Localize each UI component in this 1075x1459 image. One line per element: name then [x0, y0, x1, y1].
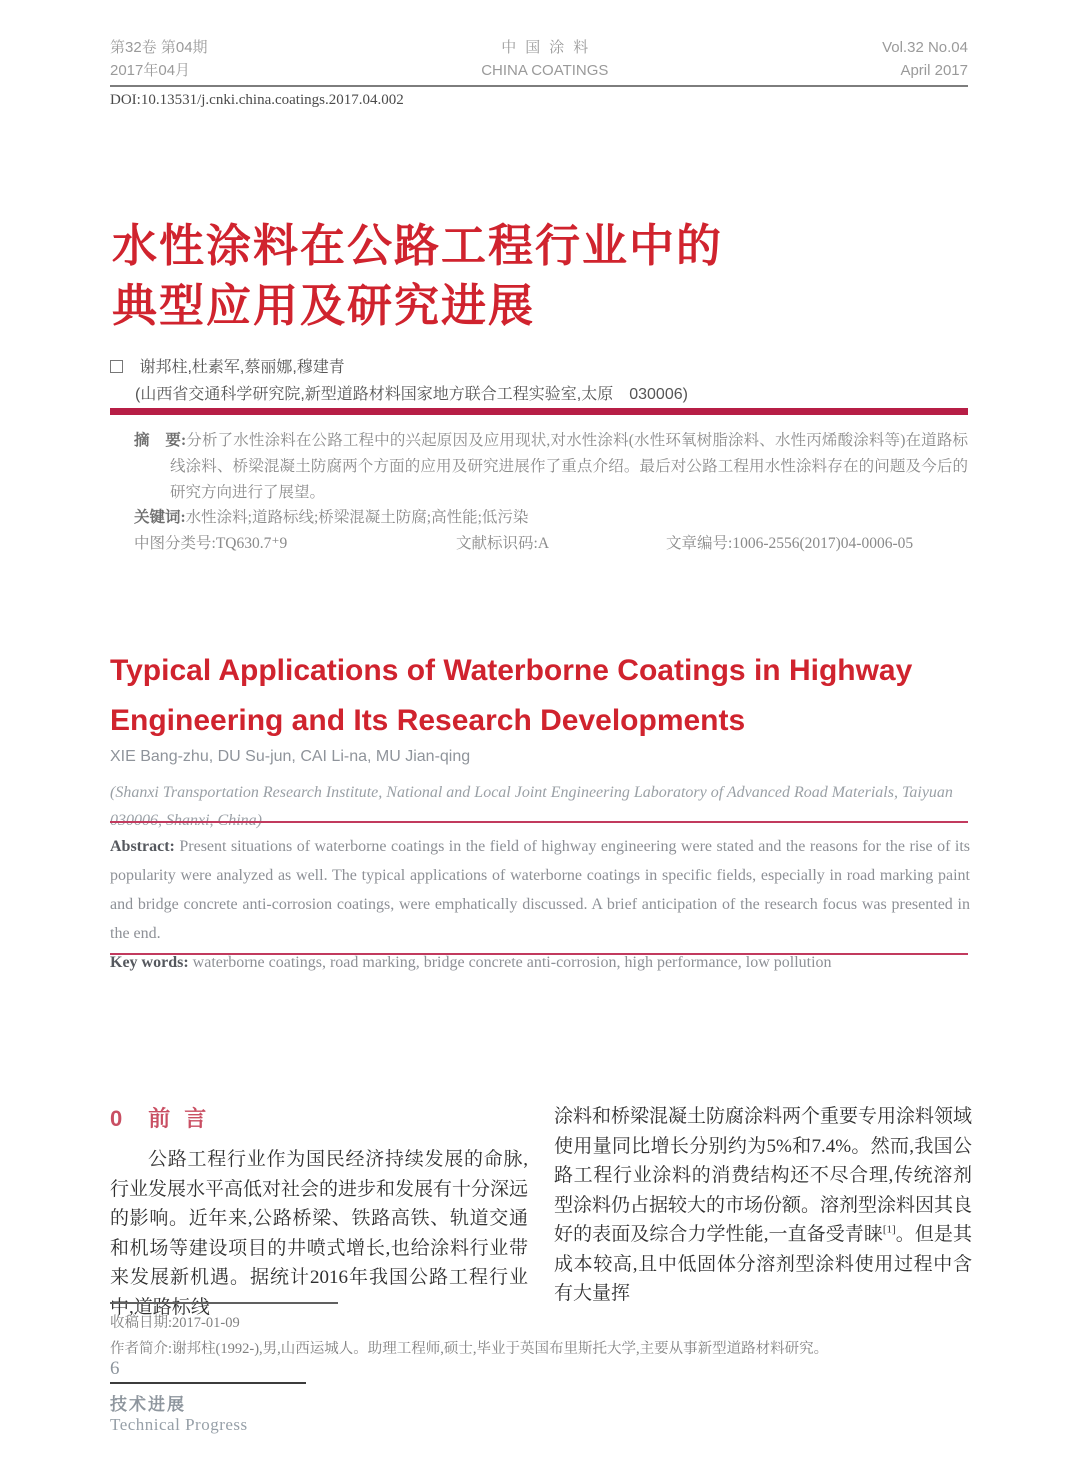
- page-footer: [110, 1358, 306, 1435]
- abstract-top-rule: [110, 821, 968, 823]
- body-right-text-1: 涂料和桥梁混凝土防腐涂料两个重要专用涂料领域使用量同比增长分别约为5%和7.4%。然而,我国公路工程行业涂料的消费结构还不尽合理,传统溶剂型涂料仍占据较大的市场份额。溶剂型涂料因其良好的表面及综合力学性能,一直备受青睐: [554, 1106, 973, 1245]
- abstract-cn: [134, 428, 968, 506]
- body-column-right: [554, 1102, 972, 1322]
- clc-number: [134, 531, 456, 553]
- keywords-text-cn: 水性涂料;道路标线;桥梁混凝土防腐;高性能;低污染: [185, 509, 529, 526]
- keywords-cn: [134, 505, 968, 527]
- received-date-value: 2017-01-09: [172, 1315, 240, 1331]
- clc-label: 中图分类号:: [134, 535, 216, 552]
- square-marker-icon: [110, 360, 123, 373]
- affiliation-cn: (山西省交通科学研究院,新型道路材料国家地方联合工程实验室,太原 030006): [135, 386, 688, 403]
- article-number: [666, 531, 913, 553]
- article-title-cn-line1: 水性涂料在公路工程行业中的: [112, 220, 724, 271]
- issue-date-cn: 2017年04月: [110, 62, 191, 79]
- masthead-left: [110, 36, 208, 82]
- section-title: 前言: [148, 1106, 221, 1131]
- issue-date-en: April 2017: [900, 62, 968, 79]
- abstract-en: [110, 832, 970, 948]
- abstract-label-en: Abstract:: [110, 838, 175, 855]
- masthead-center: [481, 36, 608, 82]
- abstract-bottom-rule: [110, 953, 968, 955]
- page-number: 6: [110, 1358, 120, 1379]
- volume-issue-en: Vol.32 No.04: [882, 39, 968, 56]
- article-number-value: 1006-2556(2017)04-0006-05: [732, 535, 914, 552]
- masthead-divider-rule: [110, 85, 968, 87]
- document-code-value: A: [537, 535, 550, 552]
- keywords-label-cn: 关键词:: [134, 509, 186, 526]
- abstract-text-cn: 分析了水性涂料在公路工程中的兴起原因及应用现状,对水性涂料(水性环氧树脂涂料、水性丙烯酸涂料等)在道路标线涂料、桥梁混凝土防腐两个方面的应用及研究进展作了重点介绍。最后对公路工程用水性涂料存在的问题及今后的研究方向进行了展望。: [170, 432, 968, 501]
- keywords-label-en: Key words:: [110, 954, 189, 971]
- received-date-line: [110, 1310, 970, 1336]
- article-title-cn: [112, 216, 972, 336]
- section-heading: [110, 1102, 528, 1133]
- volume-issue-cn: 第32卷 第04期: [110, 39, 208, 56]
- masthead: [110, 36, 968, 82]
- footnote-block: [110, 1302, 970, 1362]
- doi-text: DOI:10.13531/j.cnki.china.coatings.2017.04.002: [110, 92, 404, 108]
- author-bio-value: 谢邦柱(1992-),男,山西运城人。助理工程师,硕士,毕业于英国布里斯托大学,主要从事新型道路材料研究。: [172, 1341, 829, 1357]
- document-code: [456, 531, 666, 553]
- authors-cn: 谢邦柱,杜素军,蔡丽娜,穆建青: [139, 359, 345, 376]
- article-title-en-line1: Typical Applications of Waterborne Coatings in Highway: [110, 654, 913, 687]
- author-bio-label: 作者简介:: [110, 1341, 173, 1357]
- page-footer-rule: [110, 1382, 306, 1384]
- classification-row: [134, 531, 968, 553]
- body-paragraph-right: [554, 1102, 972, 1309]
- body-right-text-2: 。但是其成本较高,且中低固体分溶剂型涂料使用过程中含有大量挥: [554, 1224, 972, 1304]
- citation-ref: [1]: [882, 1223, 896, 1236]
- footnote-rule: [110, 1302, 338, 1304]
- journal-name-en: CHINA COATINGS: [481, 62, 609, 79]
- article-number-label: 文章编号:: [666, 535, 733, 552]
- document-code-label: 文献标识码:: [456, 535, 538, 552]
- abstract-label-cn: 摘 要:: [134, 432, 187, 449]
- keywords-text-en: waterborne coatings, road marking, bridge concrete anti-corrosion, high performance, low pollution: [192, 954, 832, 971]
- abstract-en-block: [110, 832, 970, 977]
- body-paragraph-left: 公路工程行业作为国民经济持续发展的命脉,行业发展水平高低对社会的进步和发展有十分深远的影响。近年来,公路桥梁、铁路高铁、轨道交通和机场等建设项目的井喷式增长,也给涂料行业带来发展新机遇。据统计2016年我国公路工程行业中,道路标线: [110, 1149, 529, 1318]
- affiliation-en: (Shanxi Transportation Research Institute, National and Local Joint Engineering Laboratory of Advanced Road Materials, Taiyuan 030006, Shanxi, China): [110, 784, 953, 829]
- authors-en: XIE Bang-zhu, DU Su-jun, CAI Li-na, MU Jian-qing: [110, 748, 471, 765]
- body-columns: [110, 1102, 972, 1322]
- journal-name-cn: 中国涂料: [501, 39, 598, 56]
- column-name-en: Technical Progress: [110, 1415, 248, 1434]
- article-title-en-line2: Engineering and Its Research Developments: [110, 704, 746, 737]
- column-name-cn: 技术进展: [110, 1395, 186, 1414]
- received-date-label: 收稿日期:: [110, 1315, 173, 1331]
- clc-value: TQ630.7⁺9: [215, 535, 288, 552]
- section-number: 0: [110, 1106, 123, 1131]
- masthead-right: [882, 36, 968, 82]
- article-title-cn-line2: 典型应用及研究进展: [112, 280, 536, 331]
- title-divider-rule: [110, 408, 968, 415]
- article-title-en: [110, 646, 970, 746]
- abstract-text-en: Present situations of waterborne coatings in the field of highway engineering were stated and the reasons for the rise of its popularity were analyzed as well. The typical applications of waterborne coatings in specific fields, especially in road marking paint and bridge concrete anti-corrosion coatings, were emphatically discussed. A brief anticipation of the research focus was presented in the end.: [110, 838, 970, 942]
- body-column-left: [110, 1102, 528, 1322]
- authors-row-cn: [110, 354, 345, 377]
